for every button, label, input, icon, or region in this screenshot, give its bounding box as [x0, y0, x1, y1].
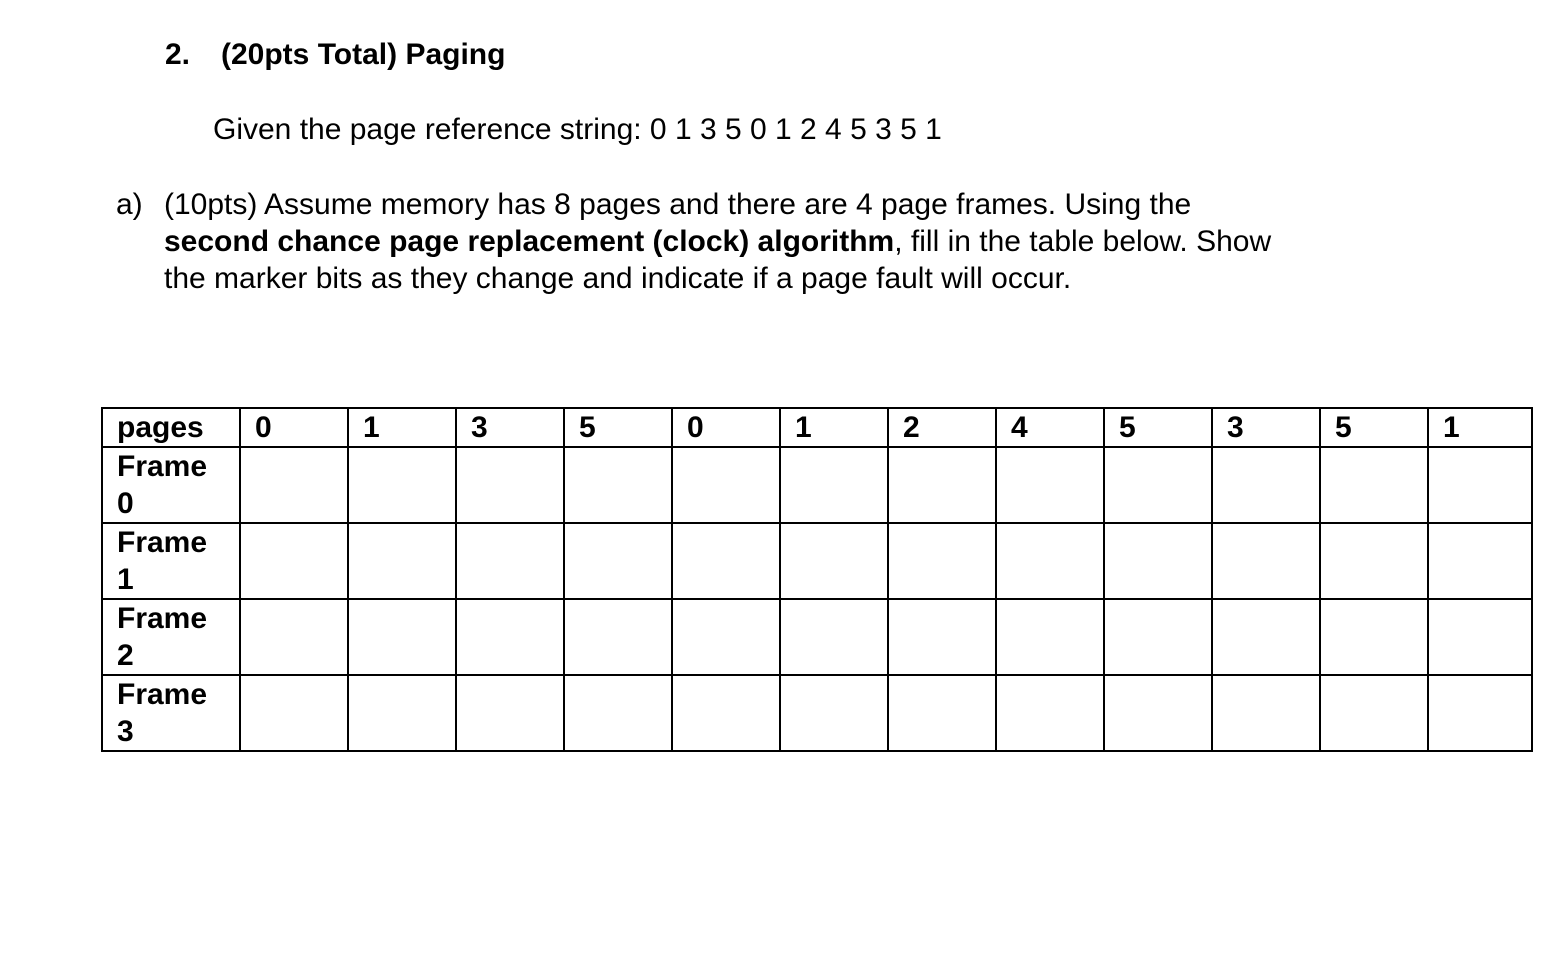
- algorithm-name: second chance page replacement (clock) algorithm: [164, 225, 895, 258]
- frame-cell[interactable]: [1212, 447, 1320, 523]
- frame-row-0: [102, 447, 1532, 523]
- frame-cell[interactable]: [672, 447, 780, 523]
- frame-cell[interactable]: [1212, 675, 1320, 751]
- frame-cell[interactable]: [996, 599, 1104, 675]
- part-a-line-3: the marker bits as they change and indicate if a page fault will occur.: [164, 262, 1072, 295]
- frame-cell[interactable]: [996, 675, 1104, 751]
- frame-cell[interactable]: [1428, 447, 1532, 523]
- frame-cell[interactable]: [564, 523, 672, 599]
- page-ref-cell: 5: [1104, 408, 1212, 447]
- frame-label-word: Frame: [117, 678, 208, 711]
- page-ref-cell: 3: [1212, 408, 1320, 447]
- frame-cell[interactable]: [456, 675, 564, 751]
- frame-cell[interactable]: [780, 447, 888, 523]
- question-number: 2.: [165, 38, 191, 71]
- frame-cell[interactable]: [672, 523, 780, 599]
- frame-row-1: [102, 523, 1532, 599]
- frame-cell[interactable]: [348, 675, 456, 751]
- frame-cell[interactable]: [1320, 675, 1428, 751]
- frame-label: [102, 599, 240, 675]
- frame-cell[interactable]: [348, 599, 456, 675]
- frame-cell[interactable]: [456, 523, 564, 599]
- frame-cell[interactable]: [1320, 447, 1428, 523]
- question-heading: [165, 38, 505, 72]
- frame-cell[interactable]: [780, 675, 888, 751]
- frame-label-word: Frame: [117, 602, 208, 635]
- frame-cell[interactable]: [1104, 447, 1212, 523]
- frame-label: [102, 675, 240, 751]
- question-title: (20pts Total) Paging: [221, 38, 506, 71]
- paging-table: [101, 407, 1533, 752]
- frame-cell[interactable]: [1104, 523, 1212, 599]
- frame-cell[interactable]: [672, 599, 780, 675]
- frame-cell[interactable]: [780, 523, 888, 599]
- frame-cell[interactable]: [564, 447, 672, 523]
- part-a-line-2-rest: , fill in the table below. Show: [894, 225, 1272, 258]
- page-ref-cell: 5: [564, 408, 672, 447]
- frame-cell[interactable]: [996, 523, 1104, 599]
- page-ref-cell: 0: [672, 408, 780, 447]
- frame-cell[interactable]: [888, 675, 996, 751]
- frame-cell[interactable]: [240, 447, 348, 523]
- frame-cell[interactable]: [1428, 523, 1532, 599]
- frame-cell[interactable]: [1104, 599, 1212, 675]
- page-ref-cell: 1: [780, 408, 888, 447]
- page-ref-cell: 1: [1428, 408, 1532, 447]
- frame-cell[interactable]: [888, 523, 996, 599]
- frame-label-number: 3: [117, 715, 134, 748]
- part-a-body: [164, 186, 1416, 297]
- page-ref-cell: 2: [888, 408, 996, 447]
- frame-cell[interactable]: [1320, 599, 1428, 675]
- frame-label: [102, 523, 240, 599]
- frame-label-number: 2: [117, 639, 134, 672]
- frame-row-2: [102, 599, 1532, 675]
- frame-cell[interactable]: [348, 447, 456, 523]
- frame-cell[interactable]: [564, 675, 672, 751]
- frame-cell[interactable]: [888, 599, 996, 675]
- frame-label-word: Frame: [117, 450, 208, 483]
- part-a-line-1: (10pts) Assume memory has 8 pages and there are 4 page frames. Using the: [164, 188, 1192, 221]
- frame-cell[interactable]: [888, 447, 996, 523]
- pages-header-label: pages: [102, 408, 240, 447]
- frame-cell[interactable]: [564, 599, 672, 675]
- frame-label-word: Frame: [117, 526, 208, 559]
- frame-cell[interactable]: [1428, 675, 1532, 751]
- frame-cell[interactable]: [1212, 599, 1320, 675]
- frame-cell[interactable]: [348, 523, 456, 599]
- part-a-marker: a): [116, 188, 143, 221]
- frame-cell[interactable]: [672, 675, 780, 751]
- frame-row-3: [102, 675, 1532, 751]
- frame-cell[interactable]: [240, 599, 348, 675]
- reference-string-text: Given the page reference string: 0 1 3 5 0 1 2 4 5 3 5 1: [213, 113, 942, 146]
- frame-cell[interactable]: [996, 447, 1104, 523]
- part-a-line-2: [164, 223, 1416, 260]
- frame-label-number: 1: [117, 563, 134, 596]
- frame-cell[interactable]: [1212, 523, 1320, 599]
- part-a-instructions: [116, 186, 1416, 297]
- frame-cell[interactable]: [780, 599, 888, 675]
- frame-cell[interactable]: [456, 447, 564, 523]
- frame-cell[interactable]: [1428, 599, 1532, 675]
- frame-cell[interactable]: [1320, 523, 1428, 599]
- frame-cell[interactable]: [240, 523, 348, 599]
- page-ref-cell: 4: [996, 408, 1104, 447]
- pages-header-row: [102, 408, 1532, 447]
- frame-label-number: 0: [117, 487, 134, 520]
- frame-label: [102, 447, 240, 523]
- page-ref-cell: 1: [348, 408, 456, 447]
- page-ref-cell: 0: [240, 408, 348, 447]
- frame-cell[interactable]: [456, 599, 564, 675]
- page-ref-cell: 5: [1320, 408, 1428, 447]
- frame-cell[interactable]: [240, 675, 348, 751]
- page-ref-cell: 3: [456, 408, 564, 447]
- frame-cell[interactable]: [1104, 675, 1212, 751]
